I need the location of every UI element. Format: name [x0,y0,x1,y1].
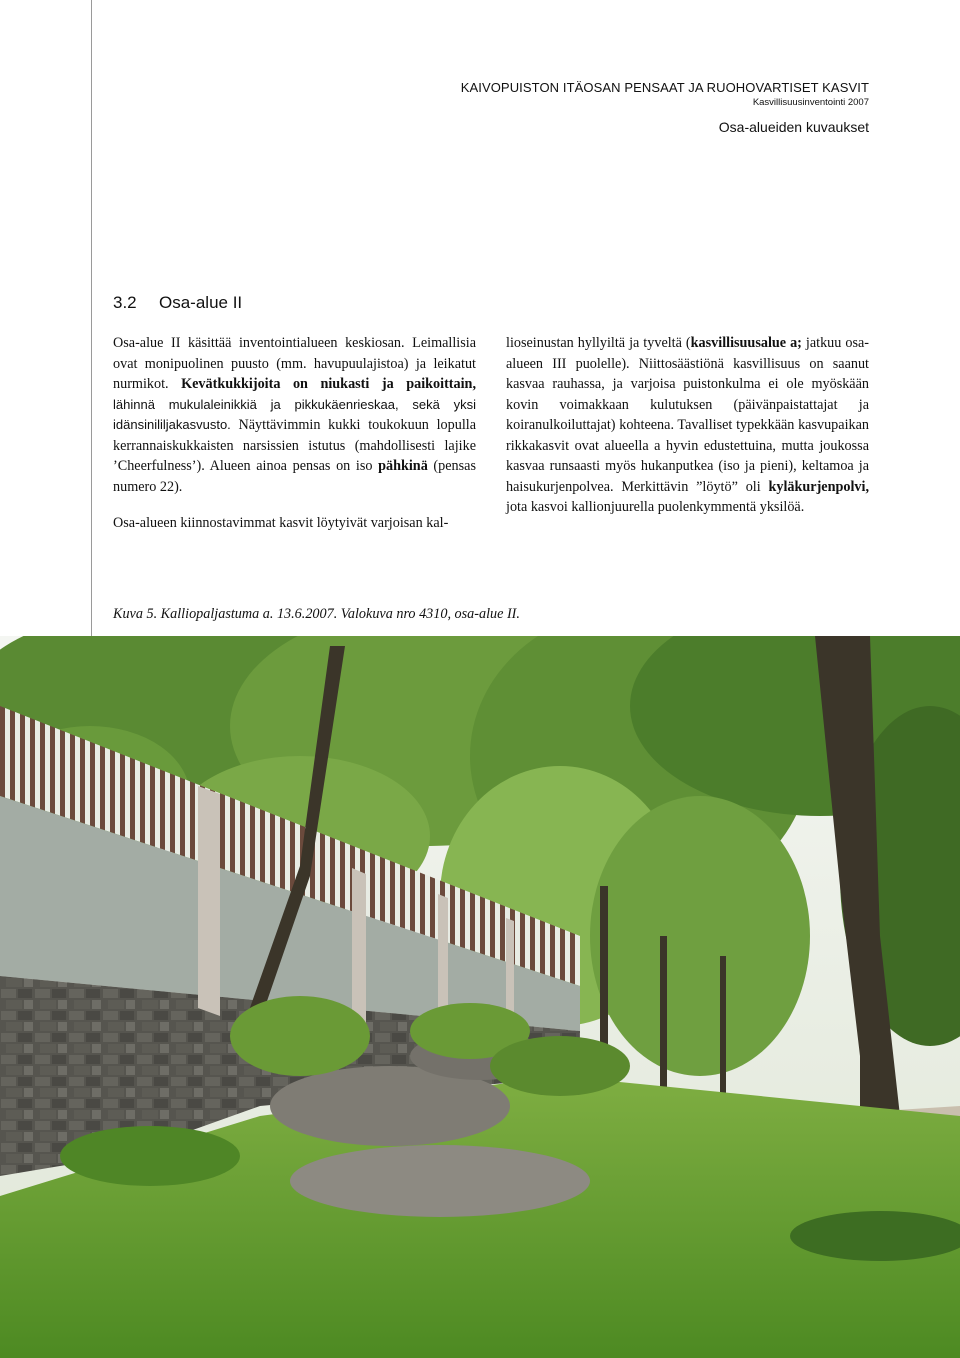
page-header [461,80,869,108]
left-column [113,333,476,534]
section-title: Osa-alue II [159,293,243,312]
right-paragraph-1 [506,333,869,518]
section-number: 3.2 [113,293,137,312]
margin-rule [91,0,92,636]
park-photo [0,636,960,1358]
run: Osa-alue II käsittää inventointialueen keskiosan. Leimallisia ovat monipuolinen puusto (mm. havupuulajistoa) ja leikatut nurmikot. [113,335,476,392]
run: jota kasvoi kallionjuurella puolenkymmentä yksilöä. [506,499,805,515]
run-bold: kyläkurjenpolvi, [768,478,869,495]
run-bold: kasvillisuusalue a; [690,335,802,351]
run-sans: lähinnä mukulaleinikkiä ja pikkukäenrieskaa, sekä yksi idänsinililjakasvusto. [113,396,476,432]
run-bold: pähkinä [378,458,428,474]
section-label: Osa-alueiden kuvaukset [718,119,869,135]
right-column [506,333,869,518]
section-heading [113,293,242,313]
document-title: KAIVOPUISTON ITÄOSAN PENSAAT JA RUOHOVARTISET KASVIT [460,80,869,95]
run: (pensas numero 22). [113,458,476,495]
figure-caption: Kuva 5. Kalliopaljastuma a. 13.6.2007. Valokuva nro 4310, osa-alue II. [113,606,520,622]
document-subtitle: Kasvillisuusinventointi 2007 [752,97,869,108]
run: lioseinustan hyllyiltä ja tyveltä ( [506,335,691,351]
left-paragraph-1 [113,333,476,497]
run-bold: Kevätkukkijoita on niukasti ja paikoittain, [181,376,476,392]
left-paragraph-2: Osa-alueen kiinnostavimmat kasvit löytyivät varjoisan kal- [113,515,449,531]
run: jatkuu osa-alueen III puolelle). Niittosäästiönä kasvillisuus on saanut kasvaa rauhassa, ja varjoisa puistonkulma ei ole myöskään kovin voimakkaan kulutuksen (päivänpaistattajat ja koiranulkoiluttajat) kohteena. Tavalliset typekkään kasvupaikan rikkakasvit ovat alueella a hyvin edustettuina, mutta joukossa kasvaa runsaasti myös hukanputkea (iso ja pieni), keltamoa ja haisukurjenpolvea. Merkittävin ”löytö” oli [506,335,869,495]
run: Näyttävimmin kukki toukokuun lopulla kerrannaiskukkaisten narsissien istutus (mahdollisesti lajike ’Cheerfulness’). Alueen ainoa pensas on iso [113,417,476,474]
